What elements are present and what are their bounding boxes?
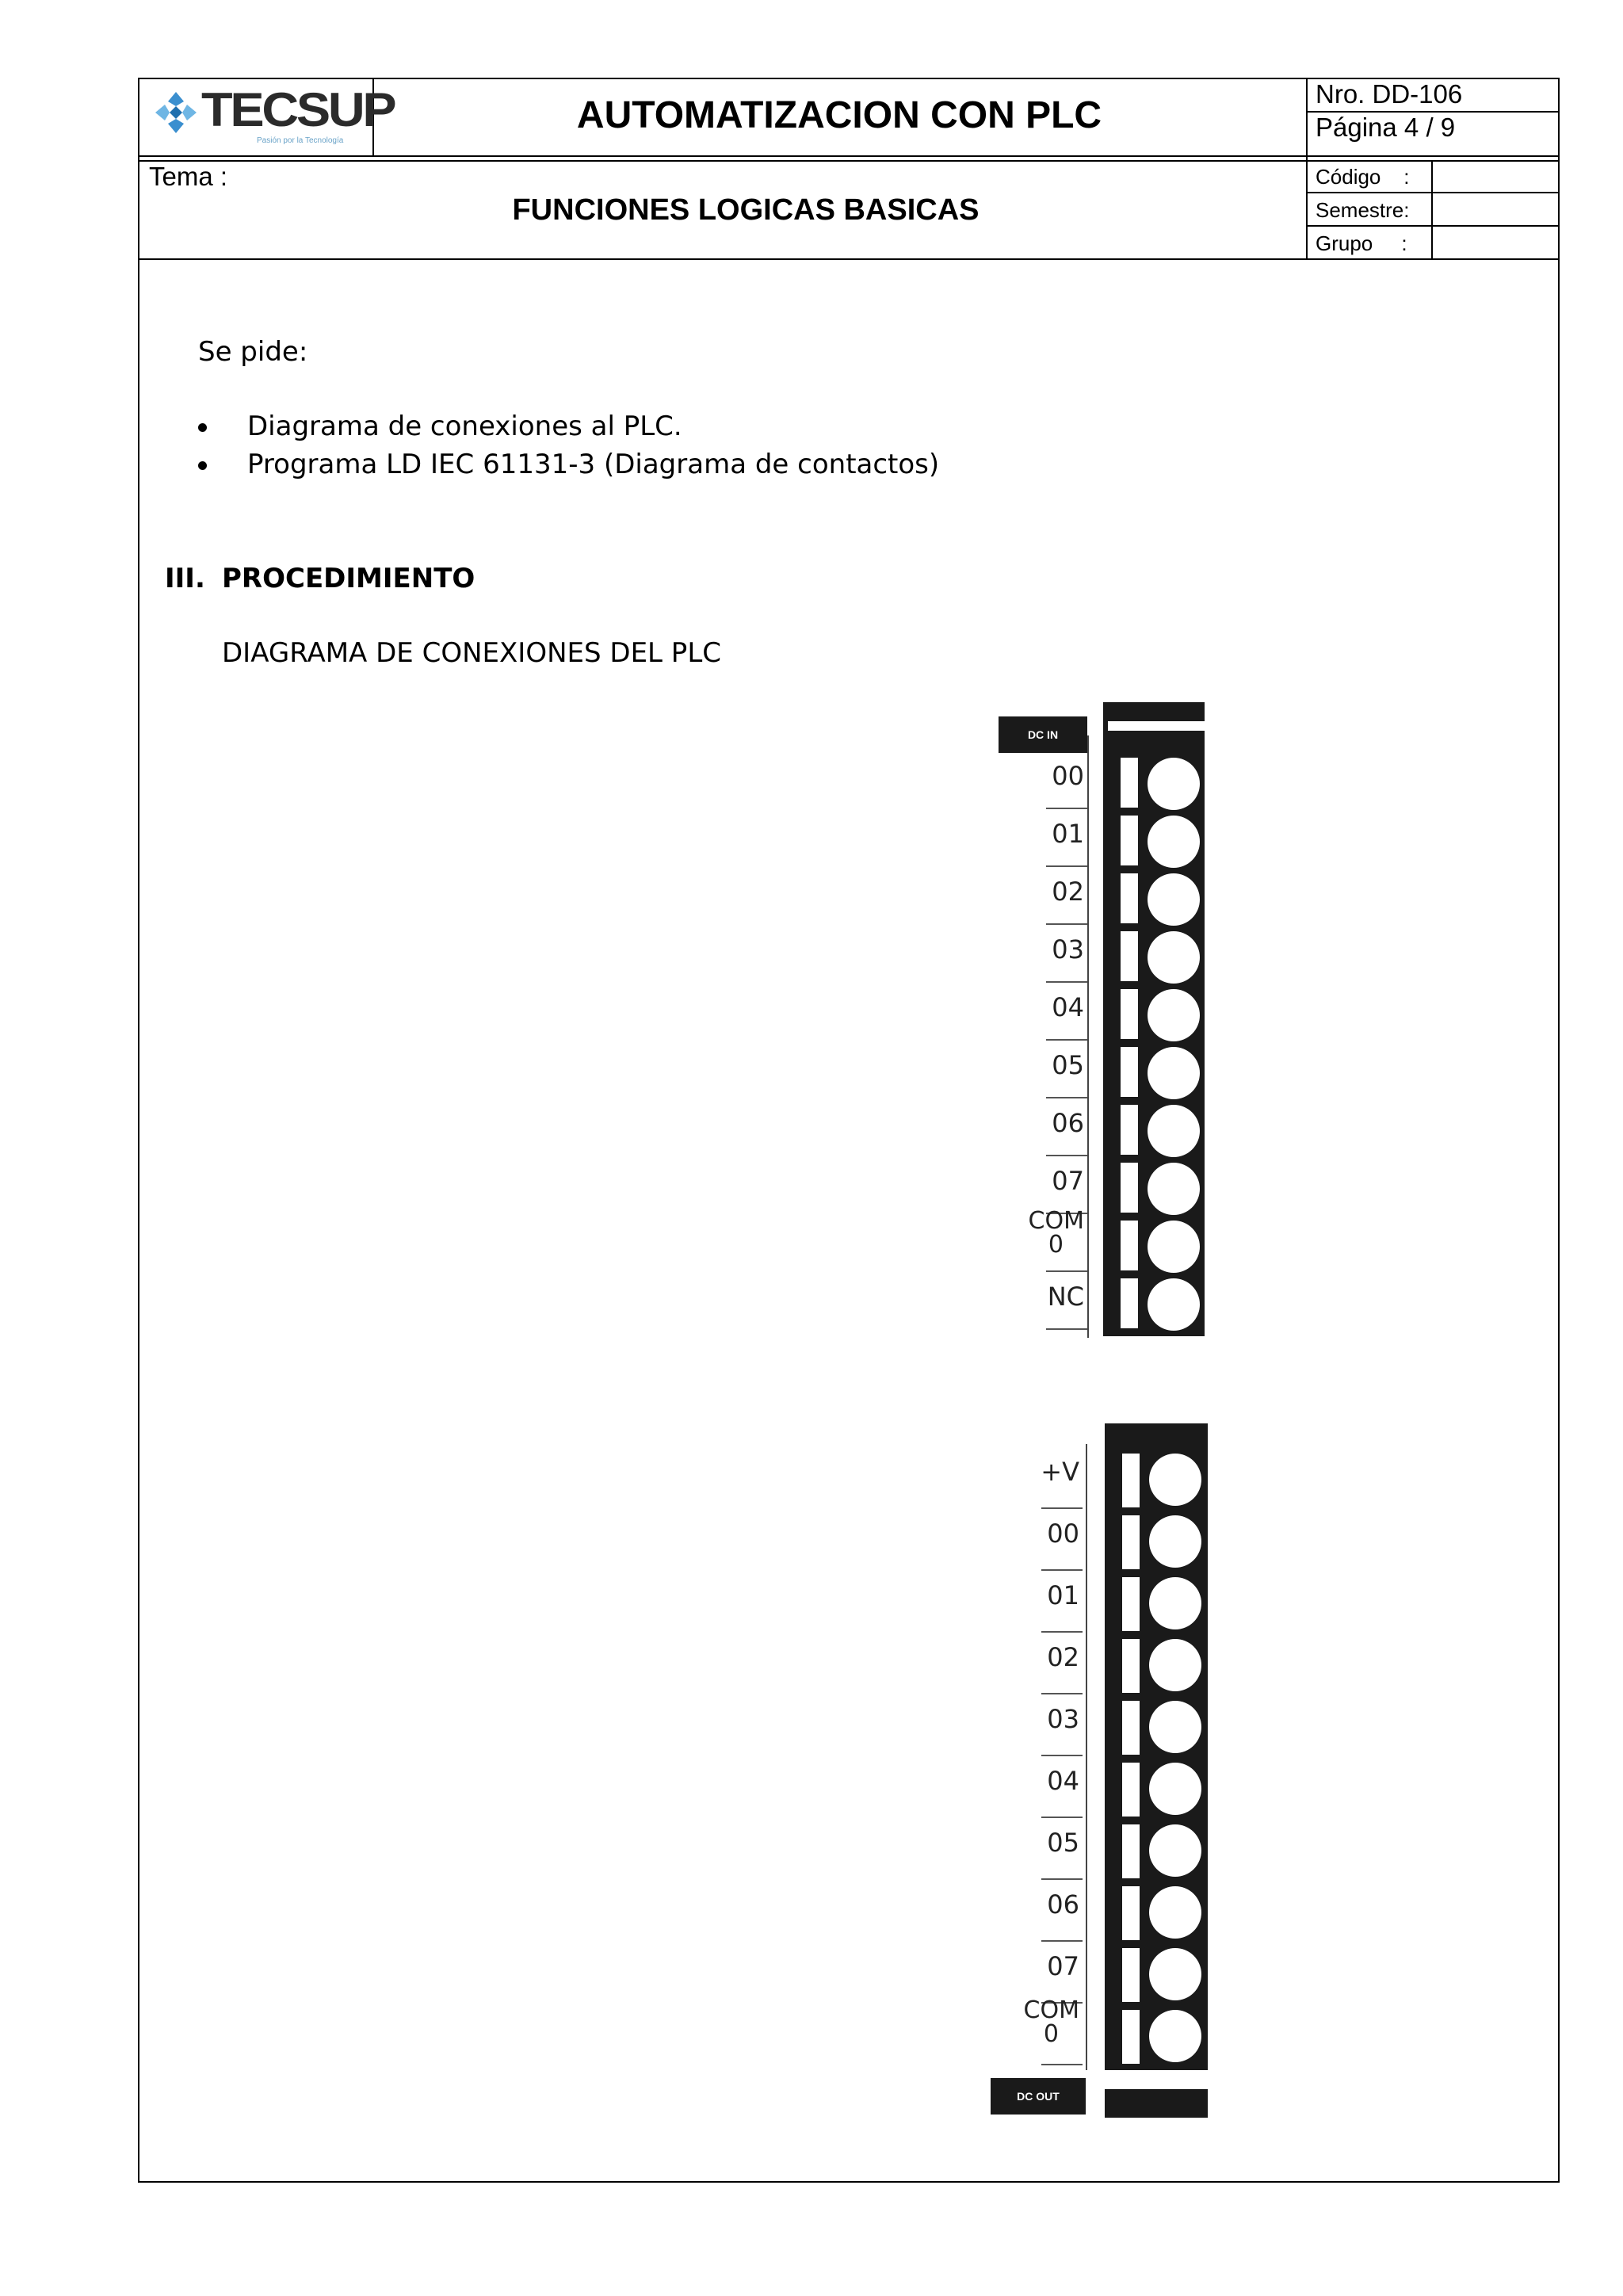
terminal-slot xyxy=(1121,989,1138,1039)
terminal-screw[interactable] xyxy=(1148,1278,1200,1331)
tema-label: Tema : xyxy=(149,162,228,191)
terminal-slot xyxy=(1121,1163,1138,1213)
terminal-divider xyxy=(1041,1631,1083,1633)
label-guide-rule xyxy=(1087,735,1089,1338)
terminal-screw[interactable] xyxy=(1149,1577,1201,1629)
terminal-slot xyxy=(1121,1221,1138,1270)
terminal-screw[interactable] xyxy=(1148,989,1200,1041)
terminal-divider xyxy=(1046,865,1087,867)
page-indicator: Página 4 / 9 xyxy=(1316,113,1456,142)
terminal-label: COM 0 xyxy=(1028,1207,1084,1259)
terminal-divider xyxy=(1041,1569,1083,1571)
section-number: III. xyxy=(165,563,205,594)
terminal-slot xyxy=(1121,816,1138,865)
terminal-screw[interactable] xyxy=(1149,1454,1201,1506)
semestre-field[interactable] xyxy=(1438,198,1556,222)
output-strip-foot xyxy=(1105,2089,1208,2118)
terminal-divider xyxy=(1046,1155,1087,1156)
diagram-title: DIAGRAMA DE CONEXIONES DEL PLC xyxy=(222,637,721,669)
terminal-label: 03 xyxy=(1047,1704,1079,1734)
terminal-label: 04 xyxy=(1052,992,1084,1022)
label-guide-rule xyxy=(1086,1444,1087,2070)
terminal-slot xyxy=(1122,1763,1140,1817)
list-item-text: Diagrama de conexiones al PLC. xyxy=(247,411,682,442)
grupo-field[interactable] xyxy=(1438,231,1556,255)
codigo-label: Código : xyxy=(1316,165,1410,189)
terminal-label: 07 xyxy=(1052,1166,1084,1196)
dc-out-tag: DC OUT xyxy=(991,2078,1086,2115)
terminal-screw[interactable] xyxy=(1148,1163,1200,1215)
dc-in-tag: DC IN xyxy=(999,716,1087,753)
terminal-divider xyxy=(1041,1693,1083,1694)
terminal-slot xyxy=(1121,758,1138,808)
terminal-label: 04 xyxy=(1047,1766,1079,1796)
input-strip-top-gap xyxy=(1108,721,1205,731)
terminal-divider xyxy=(1046,1097,1087,1098)
terminal-screw[interactable] xyxy=(1148,931,1200,984)
tecsup-logo-icon xyxy=(152,89,200,136)
terminal-label: 00 xyxy=(1052,761,1084,791)
logo-wordmark: TECSUP xyxy=(201,83,395,136)
terminal-slot xyxy=(1122,1886,1140,1940)
terminal-divider xyxy=(1041,2064,1083,2065)
terminal-screw[interactable] xyxy=(1149,1701,1201,1753)
terminal-slot xyxy=(1122,1454,1140,1507)
terminal-screw[interactable] xyxy=(1149,1886,1201,1939)
terminal-divider xyxy=(1046,808,1087,809)
terminal-screw[interactable] xyxy=(1149,1515,1201,1568)
terminal-screw[interactable] xyxy=(1148,1105,1200,1157)
bullet-icon xyxy=(198,423,207,432)
terminal-divider xyxy=(1046,1270,1087,1272)
terminal-screw[interactable] xyxy=(1148,758,1200,810)
terminal-label: 00 xyxy=(1047,1519,1079,1549)
section-title: PROCEDIMIENTO xyxy=(222,563,475,594)
terminal-slot xyxy=(1121,1047,1138,1097)
terminal-screw[interactable] xyxy=(1149,2010,1201,2062)
grupo-label: Grupo : xyxy=(1316,231,1407,255)
terminal-slot xyxy=(1122,1948,1140,2002)
intro-text: Se pide: xyxy=(198,336,308,368)
terminal-divider xyxy=(1041,1507,1083,1509)
logo-tagline: Pasión por la Tecnología xyxy=(257,136,344,145)
terminal-slot xyxy=(1121,931,1138,981)
document-title: AUTOMATIZACION CON PLC xyxy=(576,94,1102,136)
terminal-divider xyxy=(1041,1940,1083,1942)
terminal-divider xyxy=(1046,923,1087,925)
terminal-label: 03 xyxy=(1052,934,1084,965)
terminal-label: 06 xyxy=(1047,1889,1079,1920)
terminal-label: 07 xyxy=(1047,1951,1079,1981)
semestre-label: Semestre: xyxy=(1316,198,1410,222)
terminal-divider xyxy=(1046,981,1087,983)
terminal-divider xyxy=(1041,1755,1083,1756)
terminal-screw[interactable] xyxy=(1149,1948,1201,2000)
terminal-screw[interactable] xyxy=(1149,1824,1201,1877)
subtitle: FUNCIONES LOGICAS BASICAS xyxy=(512,193,980,227)
terminal-screw[interactable] xyxy=(1148,873,1200,926)
terminal-label: +V xyxy=(1041,1457,1079,1487)
terminal-label: 02 xyxy=(1047,1642,1079,1672)
terminal-slot xyxy=(1122,2010,1140,2064)
terminal-label: 02 xyxy=(1052,877,1084,907)
terminal-divider xyxy=(1041,1817,1083,1818)
list-item-text: Programa LD IEC 61131-3 (Diagrama de contactos) xyxy=(247,449,940,480)
terminal-label: 05 xyxy=(1047,1828,1079,1858)
terminal-screw[interactable] xyxy=(1148,1221,1200,1273)
terminal-divider xyxy=(1046,1039,1087,1041)
terminal-slot xyxy=(1122,1515,1140,1569)
document-header xyxy=(138,78,1560,260)
terminal-slot xyxy=(1122,1824,1140,1878)
terminal-divider xyxy=(1046,1328,1087,1330)
terminal-slot xyxy=(1122,1701,1140,1755)
terminal-divider xyxy=(1041,1878,1083,1880)
bullet-icon xyxy=(198,461,207,470)
terminal-slot xyxy=(1121,1278,1138,1328)
terminal-label: NC xyxy=(1047,1282,1084,1312)
terminal-label: 01 xyxy=(1047,1580,1079,1610)
terminal-screw[interactable] xyxy=(1148,816,1200,868)
content-frame xyxy=(138,258,1560,2183)
terminal-label: 06 xyxy=(1052,1108,1084,1138)
terminal-screw[interactable] xyxy=(1149,1763,1201,1815)
codigo-field[interactable] xyxy=(1438,165,1556,189)
terminal-slot xyxy=(1121,1105,1138,1155)
terminal-slot xyxy=(1122,1639,1140,1693)
terminal-slot xyxy=(1121,873,1138,923)
terminal-screw[interactable] xyxy=(1148,1047,1200,1099)
document-number: Nro. DD-106 xyxy=(1316,79,1463,109)
terminal-label: 05 xyxy=(1052,1050,1084,1080)
terminal-label: 01 xyxy=(1052,819,1084,849)
terminal-screw[interactable] xyxy=(1149,1639,1201,1691)
terminal-slot xyxy=(1122,1577,1140,1631)
terminal-label: COM 0 xyxy=(1023,1996,1079,2048)
